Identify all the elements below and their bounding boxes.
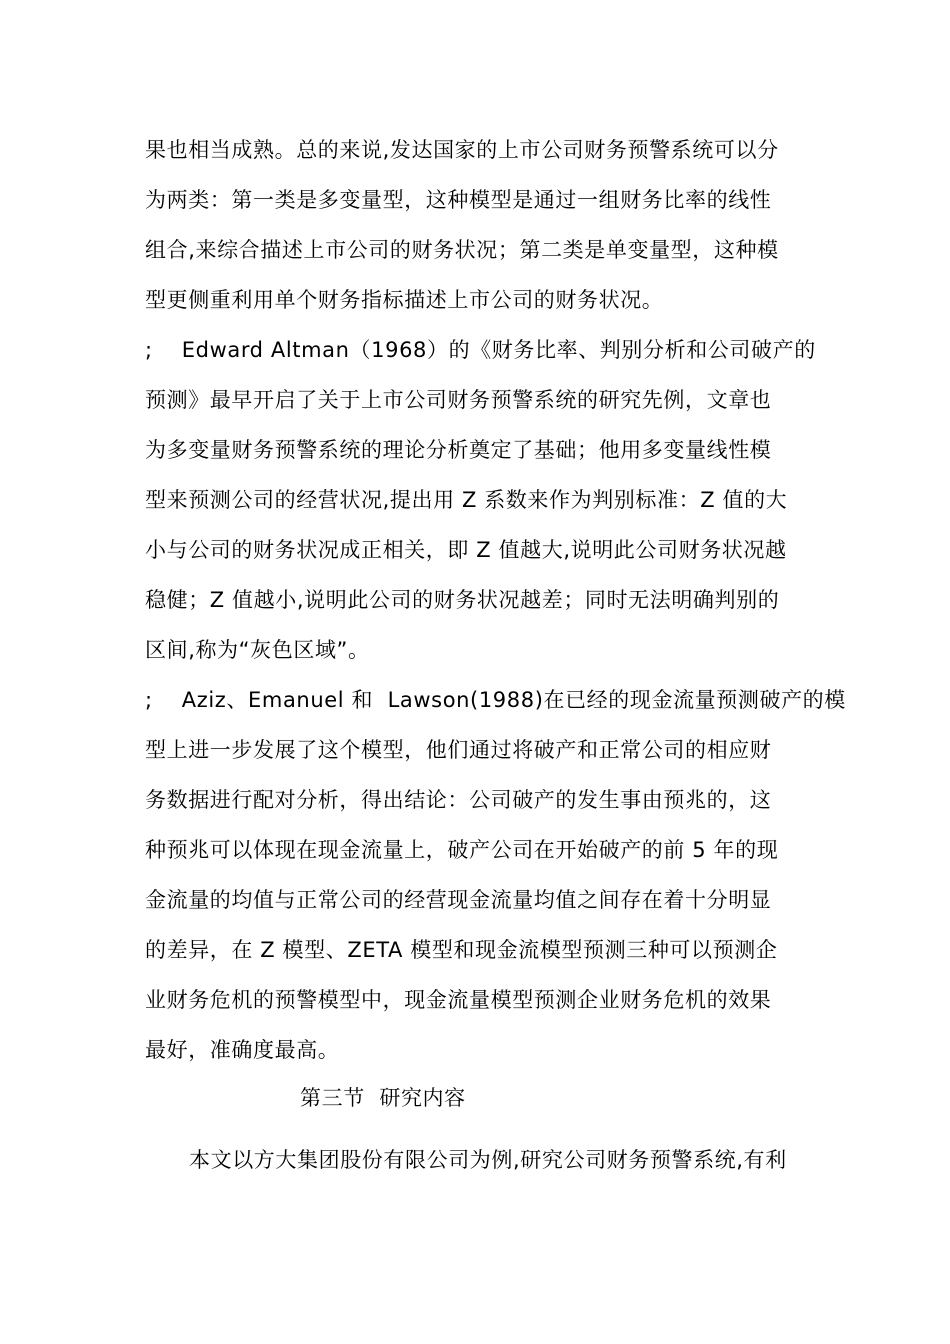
body-text-line: 的差异，在 Z 模型、ZETA 模型和现金流模型预测三种可以预测企: [145, 938, 778, 962]
body-text-line: 种预兆可以体现在现金流量上，破产公司在开始破产的前 5 年的现: [145, 838, 779, 862]
body-text-line: 组合,来综合描述上市公司的财务状况；第二类是单变量型，这种模: [145, 238, 779, 262]
body-text-line: 区间,称为“灰色区域”。: [145, 638, 370, 662]
body-text-line: 金流量的均值与正常公司的经营现金流量均值之间存在着十分明显: [145, 888, 772, 912]
body-text-line: ; Edward Altman（1968）的《财务比率、判别分析和公司破产的: [145, 338, 816, 362]
body-text-line: 型更侧重利用单个财务指标描述上市公司的财务状况。: [145, 288, 664, 312]
body-text-line: 型上进一步发展了这个模型，他们通过将破产和正常公司的相应财: [145, 738, 772, 762]
body-text-line: 稳健；Z 值越小,说明此公司的财务状况越差；同时无法明确判别的: [145, 588, 780, 612]
body-text-line: 业财务危机的预警模型中，现金流量模型预测企业财务危机的效果: [145, 988, 772, 1012]
body-text-line: 小与公司的财务状况成正相关，即 Z 值越大,说明此公司财务状况越: [145, 538, 787, 562]
body-text-line: 最好，准确度最高。: [145, 1038, 340, 1062]
body-text-line: 型来预测公司的经营状况,提出用 Z 系数来作为判别标准：Z 值的大: [145, 488, 788, 512]
body-text-line: 务数据进行配对分析，得出结论：公司破产的发生事由预兆的，这: [145, 788, 772, 812]
body-text-line: 为两类：第一类是多变量型，这种模型是通过一组财务比率的线性: [145, 188, 772, 212]
body-text-line: ; Aziz、Emanuel 和 Lawson(1988)在已经的现金流量预测破产的模: [145, 688, 846, 712]
body-text-line: 预测》最早开启了关于上市公司财务预警系统的研究先例，文章也: [145, 388, 772, 412]
body-text-line: 本文以方大集团股份有限公司为例,研究公司财务预警系统,有利: [189, 1148, 787, 1172]
body-text-line: 为多变量财务预警系统的理论分析奠定了基础；他用多变量线性模: [145, 438, 772, 462]
body-text-line: 果也相当成熟。总的来说,发达国家的上市公司财务预警系统可以分: [145, 138, 779, 162]
section-heading: 第三节 研究内容: [300, 1086, 466, 1110]
